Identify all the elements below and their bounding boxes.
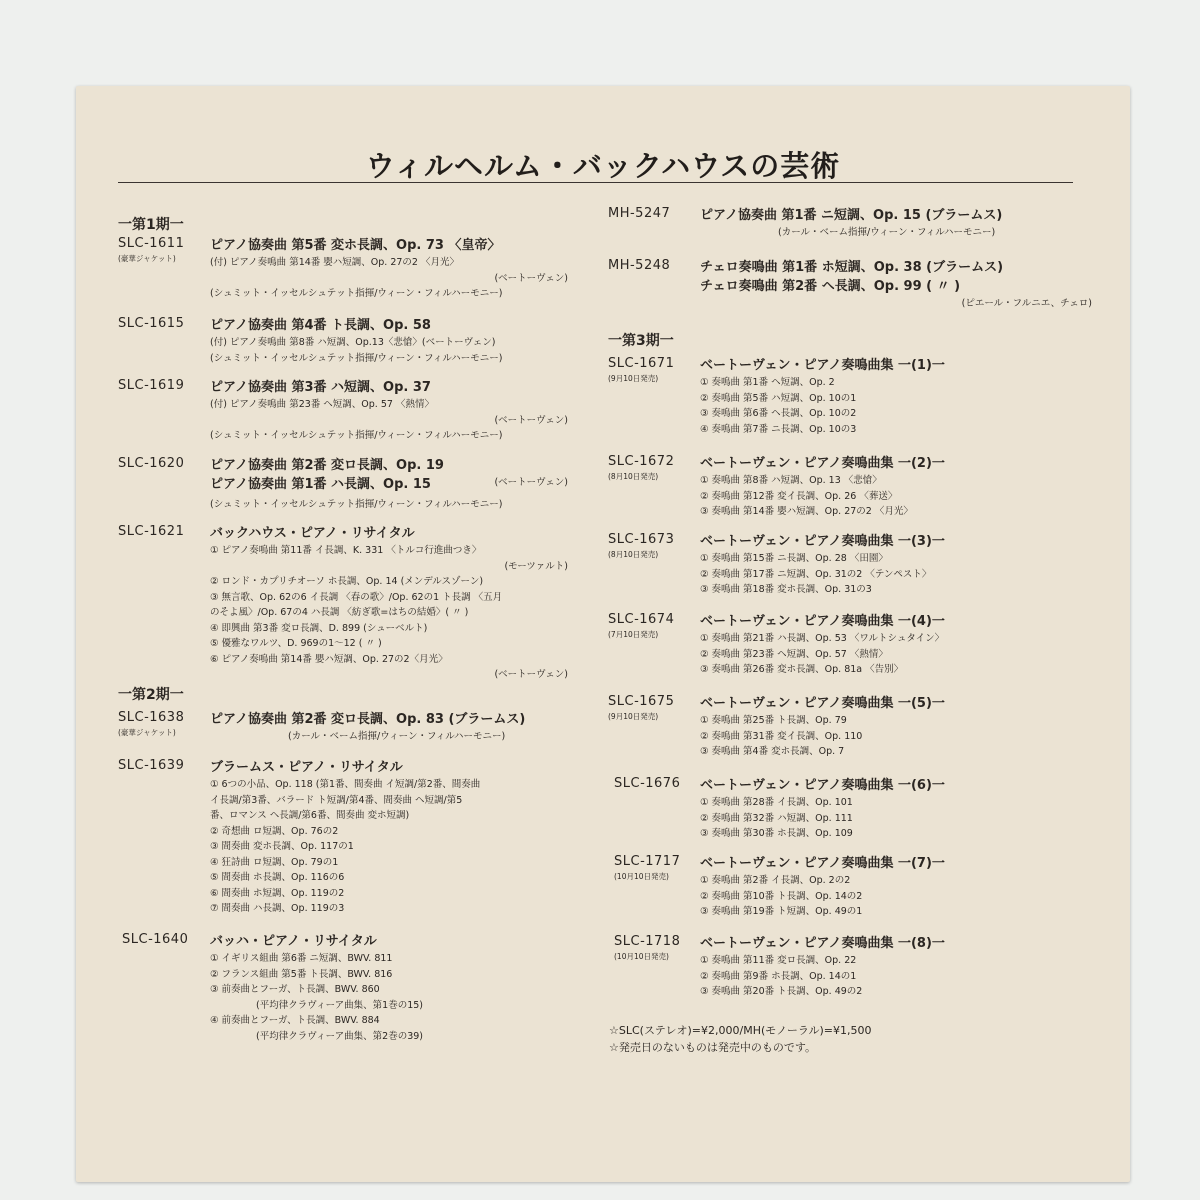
- track-line: ① 奏鳴曲 第11番 変ロ長調、Op. 22: [700, 955, 857, 966]
- title-line: バックハウス・ピアノ・リサイタル: [210, 526, 415, 541]
- track-line: ③ 奏鳴曲 第20番 ト長調、Op. 49の2: [700, 986, 863, 997]
- track-line: (付) ピアノ奏鳴曲 第8番 ハ短調、Op.13〈悲愴〉(ベートーヴェン): [210, 337, 496, 348]
- track-line: ④ 奏鳴曲 第7番 ニ長調、Op. 10の3: [700, 423, 857, 435]
- record-contents: [210, 758, 480, 917]
- title-line: ピアノ協奏曲 第1番 ハ長調、Op. 15: [210, 477, 431, 492]
- track-line: ① 奏鳴曲 第1番 ヘ短調、Op. 2: [700, 377, 835, 388]
- title-line: バッハ・ピアノ・リサイタル: [210, 934, 377, 949]
- track-line: ① ピアノ奏鳴曲 第11番 イ長調、K. 331 〈トルコ行進曲つき〉: [210, 545, 482, 556]
- release-note: (豪華ジャケット): [118, 254, 176, 263]
- track-line: ③ 奏鳴曲 第18番 変ホ長調、Op. 31の3: [700, 584, 872, 595]
- record-contents: [210, 524, 568, 683]
- price-notes: [609, 1022, 872, 1056]
- track-line: (平均律クラヴィーア曲集、第1巻の15): [256, 999, 424, 1011]
- title-line: ベートーヴェン・ピアノ奏鳴曲集 一(1)一: [700, 358, 945, 373]
- track-line: ② フランス組曲 第5番 ト長調、BWV. 816: [210, 968, 393, 980]
- title-line: ピアノ協奏曲 第2番 変ロ長調、Op. 19: [210, 458, 444, 473]
- record-contents: [700, 776, 945, 842]
- catalog-number: SLC-1675: [608, 694, 675, 709]
- title-line: ベートーヴェン・ピアノ奏鳴曲集 一(5)一: [700, 696, 945, 711]
- track-line: ③ 奏鳴曲 第14番 嬰ハ短調、Op. 27の2 〈月光〉: [700, 506, 913, 517]
- track-line: のそよ風〉/Op. 67の4 ハ長調 〈紡ぎ歌=はちの結婚〉( 〃 ): [210, 607, 469, 618]
- catalog-number: MH-5247: [608, 206, 671, 221]
- catalog-number: SLC-1672: [608, 454, 675, 469]
- release-note: (10月10日発売): [614, 872, 669, 881]
- record-contents: [210, 932, 423, 1044]
- track-line: イ長調/第3番、バラード ト短調/第4番、間奏曲 ヘ短調/第5: [210, 794, 463, 806]
- title-rule: [118, 182, 1073, 183]
- release-note: (7月10日発売): [608, 630, 659, 639]
- track-line: (付) ピアノ奏鳴曲 第23番 ヘ短調、Op. 57 〈熱情〉: [210, 399, 434, 410]
- track-line: ① 奏鳴曲 第21番 ハ長調、Op. 53 〈ワルトシュタイン〉: [700, 633, 945, 644]
- period-3-heading: 一第3期一: [608, 333, 674, 349]
- catalog-number: SLC-1619: [118, 378, 185, 393]
- track-line: ③ 奏鳴曲 第4番 変ホ長調、Op. 7: [700, 746, 845, 757]
- title-line: ベートーヴェン・ピアノ奏鳴曲集 一(8)一: [700, 936, 945, 951]
- title-line: ブラームス・ピアノ・リサイタル: [210, 760, 403, 775]
- track-line: ② 奏鳴曲 第10番 ト長調、Op. 14の2: [700, 890, 863, 902]
- title-line: ベートーヴェン・ピアノ奏鳴曲集 一(3)一: [700, 534, 945, 549]
- catalog-number: SLC-1638: [118, 710, 185, 725]
- record-contents: [700, 454, 945, 520]
- record-contents: [210, 236, 568, 302]
- catalog-number: MH-5248: [608, 258, 671, 273]
- track-line: ① 奏鳴曲 第25番 ト長調、Op. 79: [700, 715, 847, 726]
- track-line: ⑤ 優雅なワルツ、D. 969の1〜12 ( 〃 ): [210, 638, 382, 649]
- track-line: ⑥ ピアノ奏鳴曲 第14番 嬰ハ短調、Op. 27の2〈月光〉: [210, 653, 448, 665]
- track-line: ③ 間奏曲 変ホ長調、Op. 117の1: [210, 841, 354, 852]
- release-note: (豪華ジャケット): [118, 728, 176, 737]
- title-line: ベートーヴェン・ピアノ奏鳴曲集 一(7)一: [700, 856, 945, 871]
- record-contents: [210, 378, 568, 444]
- performer-line: (カール・ベーム指揮/ウィーン・フィルハーモニー): [778, 227, 996, 238]
- composer-line: (ベートーヴェン): [494, 272, 568, 284]
- title-line: チェロ奏鳴曲 第1番 ホ短調、Op. 38 (ブラームス): [700, 260, 1004, 275]
- track-line: ② 奏鳴曲 第31番 変イ長調、Op. 110: [700, 730, 863, 742]
- track-line: ⑦ 間奏曲 ハ長調、Op. 119の3: [210, 903, 345, 914]
- composer-line: (モーツァルト): [504, 560, 568, 572]
- release-footnote: ☆発売日のないものは発売中のものです。: [609, 1041, 816, 1054]
- catalog-number: SLC-1621: [118, 524, 185, 539]
- track-line: ② 奏鳴曲 第17番 ニ短調、Op. 31の2 〈テンペスト〉: [700, 568, 932, 580]
- release-note: (8月10日発売): [608, 550, 659, 559]
- catalog-number: SLC-1640: [122, 932, 189, 947]
- catalog-number: SLC-1671: [608, 356, 675, 371]
- performer-line: (ピエール・フルニエ、チェロ): [961, 298, 1092, 309]
- performer-line: (カール・ベーム指揮/ウィーン・フィルハーモニー): [288, 731, 506, 742]
- composer-line: (ベートーヴェン): [494, 669, 568, 680]
- record-contents: [700, 258, 1092, 312]
- record-contents: [700, 612, 945, 678]
- track-line: ③ 無言歌、Op. 62の6 イ長調 〈春の歌〉/Op. 62の1 ト長調 〈五月: [210, 591, 503, 603]
- track-line: ③ 奏鳴曲 第26番 変ホ長調、Op. 81a 〈告別〉: [700, 664, 904, 675]
- composer-line: (ベートーヴェン): [494, 477, 568, 488]
- track-line: ② 奏鳴曲 第12番 変イ長調、Op. 26 〈葬送〉: [700, 490, 898, 502]
- record-contents: [700, 532, 945, 598]
- title-line: ベートーヴェン・ピアノ奏鳴曲集 一(2)一: [700, 456, 945, 471]
- track-line: ① イギリス組曲 第6番 ニ短調、BWV. 811: [210, 953, 393, 964]
- record-contents: [210, 710, 525, 745]
- release-note: (8月10日発売): [608, 472, 659, 481]
- title-line: ベートーヴェン・ピアノ奏鳴曲集 一(4)一: [700, 614, 945, 629]
- record-contents: [210, 316, 502, 366]
- catalog-number: SLC-1611: [118, 236, 185, 251]
- track-line: ① 奏鳴曲 第28番 イ長調、Op. 101: [700, 797, 853, 808]
- catalog-number: SLC-1674: [608, 612, 675, 627]
- track-line: ② 奏鳴曲 第23番 ヘ短調、Op. 57 〈熱情〉: [700, 648, 888, 660]
- record-contents: [700, 356, 945, 437]
- track-line: ① 奏鳴曲 第15番 ニ長調、Op. 28 〈田園〉: [700, 553, 888, 564]
- title-line: ピアノ協奏曲 第1番 ニ短調、Op. 15 (ブラームス): [700, 208, 1003, 223]
- title-line: ピアノ協奏曲 第3番 ハ短調、Op. 37: [210, 380, 431, 395]
- catalog-number: SLC-1717: [614, 854, 681, 869]
- record-contents: [700, 854, 945, 920]
- release-note: (9月10日発売): [608, 374, 659, 383]
- track-line: ② 奏鳴曲 第9番 ホ長調、Op. 14の1: [700, 970, 857, 982]
- title-line: ピアノ協奏曲 第2番 変ロ長調、Op. 83 (ブラームス): [210, 712, 526, 727]
- period-1-heading: 一第1期一: [118, 217, 184, 233]
- track-line: ③ 奏鳴曲 第30番 ホ長調、Op. 109: [700, 828, 853, 839]
- performer-line: (シュミット・イッセルシュテット指揮/ウィーン・フィルハーモニー): [210, 288, 503, 299]
- track-line: ② 奇想曲 ロ短調、Op. 76の2: [210, 825, 339, 837]
- track-line: ① 奏鳴曲 第8番 ハ短調、Op. 13 〈悲愴〉: [700, 475, 882, 486]
- performer-line: (シュミット・イッセルシュテット指揮/ウィーン・フィルハーモニー): [210, 498, 503, 510]
- track-line: ⑥ 間奏曲 ホ短調、Op. 119の2: [210, 887, 345, 899]
- track-line: ④ 前奏曲とフーガ、ト長調、BWV. 884: [210, 1015, 380, 1026]
- track-line: ③ 奏鳴曲 第19番 ト短調、Op. 49の1: [700, 906, 863, 917]
- release-note: (10月10日発売): [614, 952, 669, 961]
- track-line: ③ 奏鳴曲 第6番 ヘ長調、Op. 10の2: [700, 408, 857, 419]
- catalog-number: SLC-1615: [118, 316, 185, 331]
- record-contents: [700, 934, 945, 1000]
- record-insert-sheet: [76, 86, 1130, 1182]
- track-line: ⑤ 間奏曲 ホ長調、Op. 116の6: [210, 872, 345, 883]
- page-title: ウィルヘルム・バックハウスの芸術: [365, 149, 841, 183]
- record-contents: [210, 456, 568, 512]
- title-line: ピアノ協奏曲 第4番 ト長調、Op. 58: [210, 318, 431, 333]
- track-line: ④ 即興曲 第3番 変ロ長調、D. 899 (シューベルト): [210, 622, 428, 634]
- track-line: (平均律クラヴィーア曲集、第2巻の39): [256, 1030, 424, 1042]
- title-line: ベートーヴェン・ピアノ奏鳴曲集 一(6)一: [700, 778, 945, 793]
- price-line: ☆SLC(ステレオ)=¥2,000/MH(モノーラル)=¥1,500: [609, 1024, 872, 1037]
- track-line: ② 奏鳴曲 第5番 ハ短調、Op. 10の1: [700, 392, 857, 404]
- catalog-number: SLC-1676: [614, 776, 681, 791]
- title-line: チェロ奏鳴曲 第2番 ヘ長調、Op. 99 ( 〃 ): [700, 279, 961, 294]
- track-line: ③ 前奏曲とフーガ、ト長調、BWV. 860: [210, 984, 380, 995]
- track-line: ④ 狂詩曲 ロ短調、Op. 79の1: [210, 856, 339, 868]
- track-line: (付) ピアノ奏鳴曲 第14番 嬰ハ短調、Op. 27の2 〈月光〉: [210, 257, 460, 268]
- track-line: ① 奏鳴曲 第2番 イ長調、Op. 2の2: [700, 875, 851, 886]
- track-line: ② 奏鳴曲 第32番 ハ短調、Op. 111: [700, 812, 853, 824]
- period-2-heading: 一第2期一: [118, 687, 184, 703]
- catalog-number: SLC-1673: [608, 532, 675, 547]
- record-contents: [700, 694, 945, 760]
- catalog-number: SLC-1639: [118, 758, 185, 773]
- track-line: 番、ロマンス ヘ長調/第6番、間奏曲 変ホ短調): [210, 810, 410, 821]
- track-line: ① 6つの小品、Op. 118 (第1番、間奏曲 イ短調/第2番、間奏曲: [210, 779, 481, 790]
- record-contents: [700, 206, 1002, 241]
- catalog-number: SLC-1620: [118, 456, 185, 471]
- performer-line: (シュミット・イッセルシュテット指揮/ウィーン・フィルハーモニー): [210, 352, 503, 364]
- catalog-number: SLC-1718: [614, 934, 681, 949]
- composer-line: (ベートーヴェン): [494, 414, 568, 426]
- title-line: ピアノ協奏曲 第5番 変ホ長調、Op. 73 〈皇帝〉: [210, 238, 501, 253]
- release-note: (9月10日発売): [608, 712, 659, 721]
- track-line: ② ロンド・カプリチオーソ ホ長調、Op. 14 (メンデルスゾーン): [210, 576, 484, 587]
- performer-line: (シュミット・イッセルシュテット指揮/ウィーン・フィルハーモニー): [210, 430, 503, 441]
